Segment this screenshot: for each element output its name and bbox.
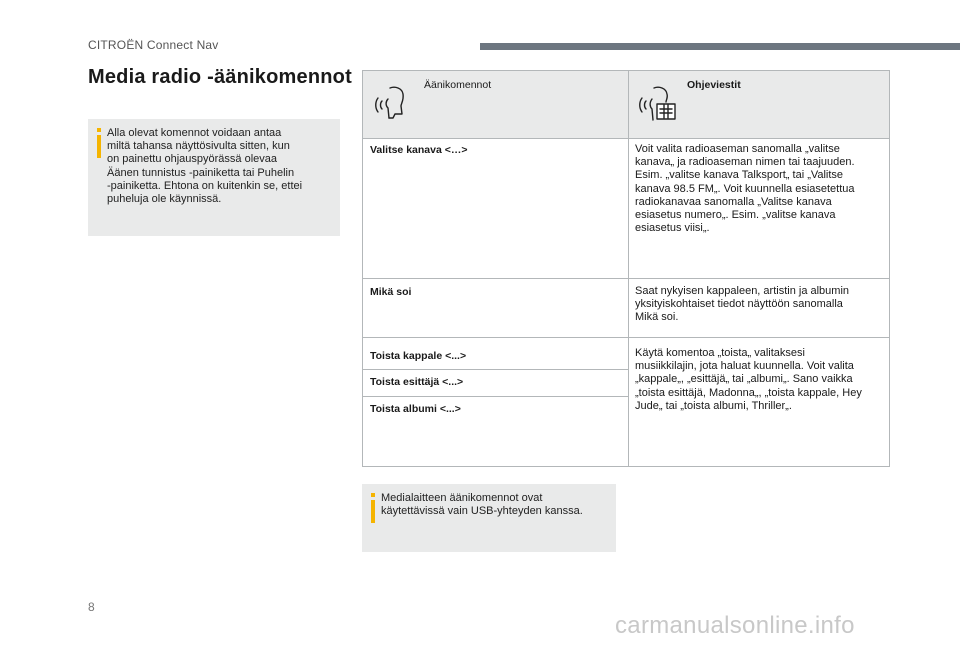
command-whats-playing: Mikä soi: [370, 286, 412, 298]
description-play: Käytä komentoa „toista„ valitaksesi musiikkilajin, jota haluat kuunnella. Voit valita „kappale„, „esittäjä„ tai „albumi„. Sano vaikka „toista esittäjä, Madonna„, „toista kappale, Hey Jude„ tai „toista albumi, Thriller„.: [635, 347, 862, 412]
command-play-artist: Toista esittäjä <...>: [370, 376, 464, 388]
command-play-track: Toista kappale <...>: [370, 350, 467, 362]
header-help-messages: Ohjeviestit: [687, 79, 741, 91]
left-note-text: Alla olevat komennot voidaan antaa miltä tahansa näyttösivulta sitten, kun on painettu ohjauspyörässä olevaa Äänen tunnistus -painiketta tai Puhelin -painiketta. Ehtona on kuitenkin se, ettei puheluja ole käynnissä.: [107, 127, 303, 206]
description-select-channel: Voit valita radioaseman sanomalla „valitse kanava„ ja radioaseman nimen tai taajuuden. Esim. „valitse kanava Talksport„ tai „Valitse kanava 98.5 FM„. Voit kuunnella esiasetettua radiokanavaa sanomalla „Valitse kanava esiasetus numero„. Esim. „valitse kanava esiasetus viisi„.: [635, 143, 855, 235]
voice-help-icon: [637, 84, 681, 129]
bottom-note-text: Medialaitteen äänikomennot ovat käytettävissä vain USB-yhteyden kanssa.: [381, 492, 583, 518]
row-separator: [363, 337, 889, 338]
page-title: Media radio -äänikomennot: [88, 66, 352, 88]
command-play-album: Toista albumi <...>: [370, 403, 461, 415]
header-brand: CITROËN Connect Nav: [88, 38, 219, 52]
info-icon: [96, 128, 102, 163]
voice-command-icon: [373, 84, 409, 127]
bottom-info-note: [362, 484, 616, 552]
column-divider: [628, 71, 629, 466]
row-separator: [363, 278, 889, 279]
command-select-channel: Valitse kanava <…>: [370, 144, 468, 156]
description-whats-playing: Saat nykyisen kappaleen, artistin ja albumin yksityiskohtaiset tiedot näyttöön sanomalla Mikä soi.: [635, 285, 850, 324]
voice-command-table: [362, 70, 890, 467]
watermark: carmanualsonline.info: [615, 612, 855, 639]
page-number: 8: [88, 600, 95, 614]
row-separator: [363, 396, 628, 397]
info-icon: [370, 493, 376, 528]
left-info-note: [88, 119, 340, 236]
header-voice-commands: Äänikomennot: [424, 79, 492, 91]
row-separator: [363, 138, 889, 139]
row-separator: [363, 369, 628, 370]
header-bar: [480, 43, 960, 50]
